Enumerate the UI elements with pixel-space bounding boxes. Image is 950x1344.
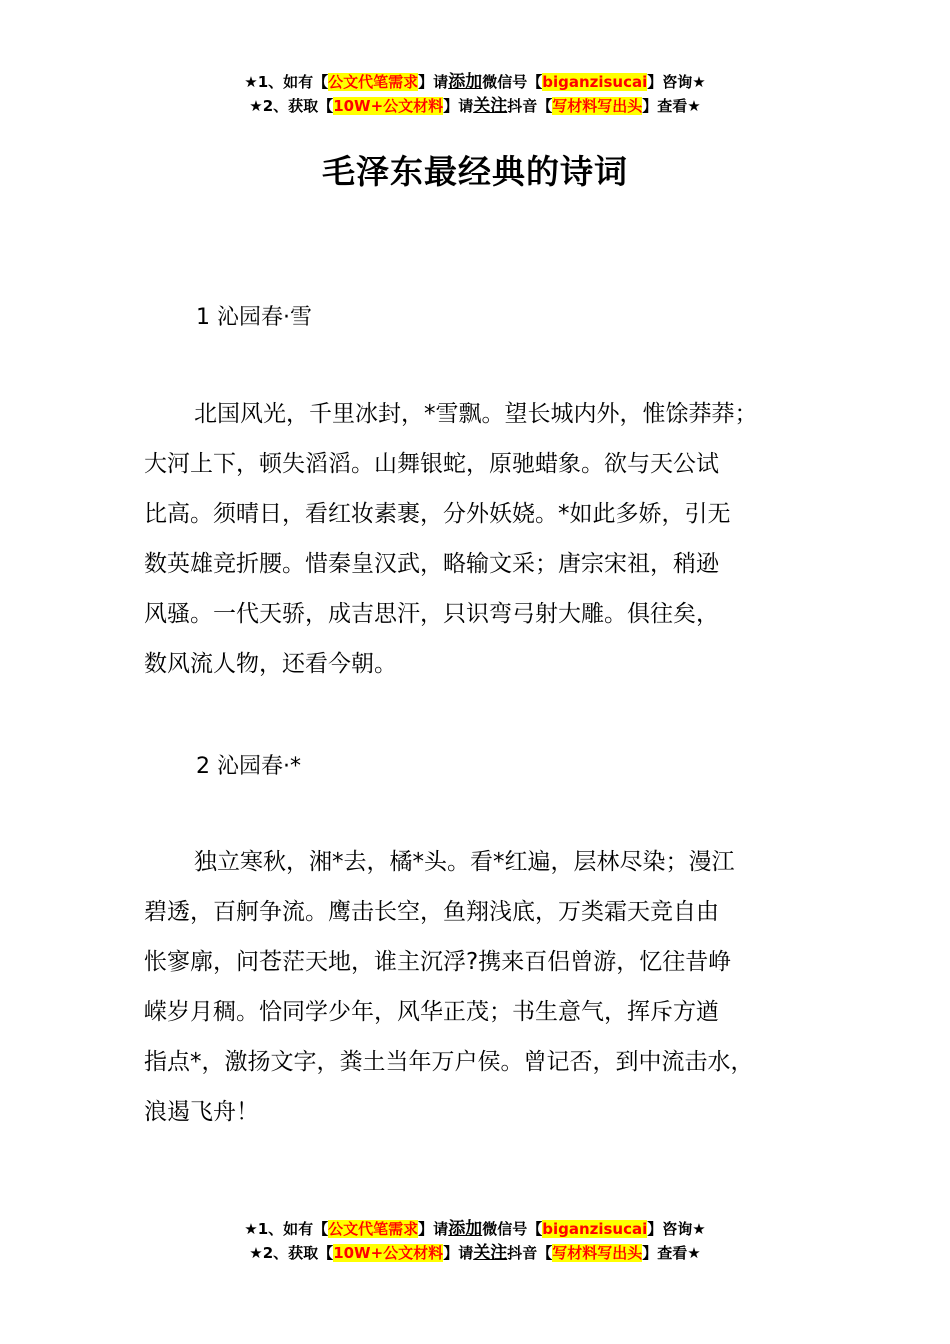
advert-text: 抖音【 xyxy=(507,97,553,115)
footer-advert-line-1 xyxy=(0,1217,950,1241)
advert-text: ★1、如有【 xyxy=(244,1220,329,1238)
advert-highlight: 公文代笔需求 xyxy=(328,1220,419,1238)
document-title: 毛泽东最经典的诗词 xyxy=(322,152,628,191)
poem-line: 北国风光，千里冰封，*雪飘。望长城内外，惟馀莽莽； xyxy=(194,401,758,427)
poem-body-1 xyxy=(144,389,834,689)
advert-text: 】请 xyxy=(418,73,449,91)
advert-highlight: 公文代笔需求 xyxy=(328,73,419,91)
poem-line: 大河上下，顿失滔滔。山舞银蛇，原驰蜡象。欲与天公试 xyxy=(144,451,719,477)
advert-underlined-text: 添加 xyxy=(448,1219,483,1239)
advert-text: ★1、如有【 xyxy=(244,73,329,91)
advert-text: 】请 xyxy=(443,97,474,115)
poem-line: 指点*，激扬文字，粪土当年万户侯。曾记否，到中流击水， xyxy=(144,1049,754,1075)
advert-douyin-account: 写材料写出头 xyxy=(552,97,643,115)
header-advert-line-2 xyxy=(0,94,950,118)
advert-text: 抖音【 xyxy=(507,1244,553,1262)
advert-text: 】咨询★ xyxy=(647,73,706,91)
header-advert-line-1 xyxy=(0,70,950,94)
advert-text: 】请 xyxy=(443,1244,474,1262)
poem-line: 数英雄竞折腰。惜秦皇汉武，略输文采；唐宗宋祖，稍逊 xyxy=(144,551,719,577)
poem-line: 风骚。一代天骄，成吉思汗，只识弯弓射大雕。俱往矣， xyxy=(144,601,719,627)
poem-line: 怅寥廓，问苍茫天地，谁主沉浮?携来百侣曾游，忆往昔峥 xyxy=(144,949,732,975)
advert-underlined-text: 关注 xyxy=(473,1243,508,1263)
footer-advert xyxy=(0,1217,950,1265)
advert-highlight: 10W+公文材料 xyxy=(333,1244,444,1262)
advert-text: 】请 xyxy=(418,1220,449,1238)
advert-text: 】查看★ xyxy=(642,1244,701,1262)
advert-text: 】查看★ xyxy=(642,97,701,115)
header-advert xyxy=(0,70,950,118)
advert-text: ★2、获取【 xyxy=(249,97,334,115)
poem-heading-1: 1 沁园春·雪 xyxy=(196,305,312,330)
poem-line: 碧透，百舸争流。鹰击长空，鱼翔浅底，万类霜天竞自由 xyxy=(144,899,719,925)
advert-text: 】咨询★ xyxy=(647,1220,706,1238)
poem-line: 数风流人物，还看今朝。 xyxy=(144,651,397,677)
advert-douyin-account: 写材料写出头 xyxy=(552,1244,643,1262)
advert-underlined-text: 关注 xyxy=(473,96,508,116)
advert-wechat-id: biganzisucai xyxy=(542,1220,648,1238)
advert-highlight: 10W+公文材料 xyxy=(333,97,444,115)
advert-text: 微信号【 xyxy=(482,1220,543,1238)
poem-heading-2: 2 沁园春·* xyxy=(196,754,301,779)
advert-text: 微信号【 xyxy=(482,73,543,91)
advert-underlined-text: 添加 xyxy=(448,72,483,92)
poem-line: 比高。须晴日，看红妆素裹，分外妖娆。*如此多娇，引无 xyxy=(144,501,731,527)
poem-line: 独立寒秋，湘*去，橘*头。看*红遍，层林尽染；漫江 xyxy=(194,849,735,875)
footer-advert-line-2 xyxy=(0,1241,950,1265)
advert-text: ★2、获取【 xyxy=(249,1244,334,1262)
poem-line: 嵘岁月稠。恰同学少年，风华正茂；书生意气，挥斥方遒 xyxy=(144,999,719,1025)
advert-wechat-id: biganzisucai xyxy=(542,73,648,91)
poem-line: 浪遏飞舟！ xyxy=(144,1099,259,1125)
poem-body-2 xyxy=(144,837,834,1137)
